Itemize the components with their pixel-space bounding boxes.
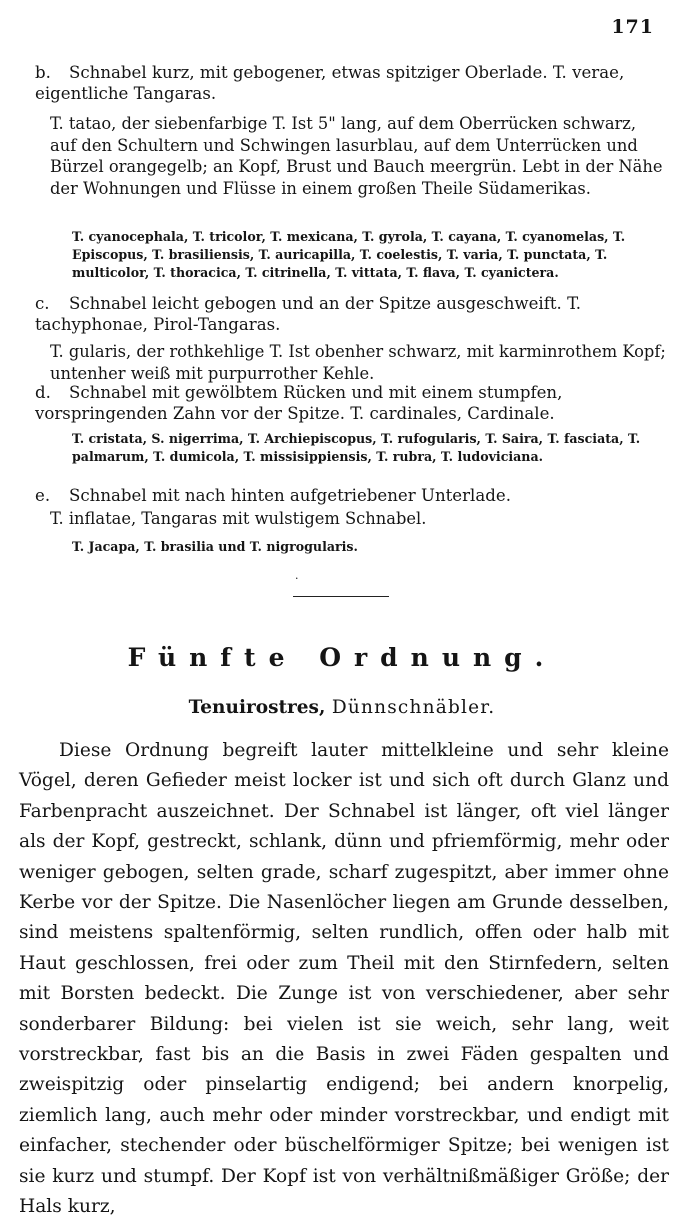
- section-body: [19, 736, 669, 1223]
- page-number: 171: [611, 16, 654, 38]
- entry-e: [35, 485, 667, 506]
- entry-d: [35, 382, 667, 424]
- subheading-german: Dünnschnäbler.: [331, 697, 496, 718]
- entry-e-species-description: T. inflatae, Tangaras mit wulstigem Schnabel.: [50, 509, 427, 528]
- section-subheading: [0, 697, 684, 718]
- entry-text: Schnabel leicht gebogen und an der Spitze ausgeschweift. T. tachyphonae, Pirol-Tangaras.: [35, 294, 581, 334]
- entry-c: [35, 293, 667, 335]
- body-paragraph: Diese Ordnung begreift lauter mittelkleine und sehr kleine Vögel, deren Gefieder meist locker ist und sich oft durch Glanz und Farbenpracht auszeichnet. Der Schnabel ist länger, oft viel länger als der Kopf, gestreckt, schlank, dünn und pfriemförmig, mehr oder weniger gebogen, selten grade, scharf zugespitzt, aber immer ohne Kerbe vor der Spitze. Die Nasenlöcher liegen am Grunde desselben, sind meistens spaltenförmig, selten rundlich, offen oder halb mit Haut geschlossen, frei oder zum Theil mit den Stirnfedern, selten mit Borsten bedeckt. Die Zunge ist von verschiedener, aber sehr sonderbarer Bildung: bei vielen ist sie weich, sehr lang, weit vorstreckbar, fast bis an die Basis in zwei Fäden gespalten und zweispitzig oder pinselartig endigend; bei andern knorpelig, ziemlich lang, auch mehr oder minder vorstreckbar, und endigt mit einfacher, stechender oder büschelförmiger Spitze; bei wenigen ist sie kurz und stumpf. Der Kopf ist von verhältnißmäßiger Größe; der Hals kurz,: [19, 740, 669, 1218]
- entry-label: e.: [35, 486, 51, 505]
- entry-label: d.: [35, 383, 51, 402]
- entry-text: Schnabel kurz, mit gebogener, etwas spitziger Oberlade. T. verae, eigentliche Tangaras.: [35, 63, 625, 103]
- ink-speck: ·: [295, 572, 299, 585]
- entry-text: Schnabel mit gewölbtem Rücken und mit einem stumpfen, vorspringenden Zahn vor der Spitze. T. cardinales, Cardinale.: [35, 383, 563, 423]
- entry-b-species-description: T. tatao, der siebenfarbige T. Ist 5" lang, auf dem Oberrücken schwarz, auf den Schultern und Schwingen lasurblau, auf dem Unterrücken und Bürzel orangegelb; an Kopf, Brust und Bauch meergrün. Lebt in der Nähe der Wohnungen und Flüsse in einem großen Theile Südamerikas.: [50, 114, 663, 198]
- entry-label: c.: [35, 294, 50, 313]
- entry-e-species-list: T. Jacapa, T. brasilia und T. nigrogularis.: [72, 539, 358, 554]
- subheading-latin: Tenuirostres,: [188, 697, 326, 718]
- entry-c-species-description: T. gularis, der rothkehlige T. Ist obenher schwarz, mit karminrothem Kopf; untenher weiß mit purpurrother Kehle.: [50, 342, 666, 383]
- entry-b: [35, 62, 667, 104]
- section-divider: [293, 596, 389, 597]
- section-heading: Fünfte Ordnung.: [127, 643, 557, 672]
- entry-text: Schnabel mit nach hinten aufgetriebener Unterlade.: [69, 486, 511, 505]
- entry-label: b.: [35, 63, 51, 82]
- entry-d-species-list: T. cristata, S. nigerrima, T. Archiepiscopus, T. rufogularis, T. Saira, T. fasciata, T. palmarum, T. dumicola, T. missisippiensis, T. rubra, T. ludoviciana.: [72, 431, 641, 464]
- entry-b-species-list: T. cyanocephala, T. tricolor, T. mexicana, T. gyrola, T. cayana, T. cyanomelas, T. Episcopus, T. brasiliensis, T. auricapilla, T. coelestis, T. varia, T. punctata, T. multicolor, T. thoracica, T. citrinella, T. vittata, T. flava, T. cyanictera.: [72, 229, 626, 280]
